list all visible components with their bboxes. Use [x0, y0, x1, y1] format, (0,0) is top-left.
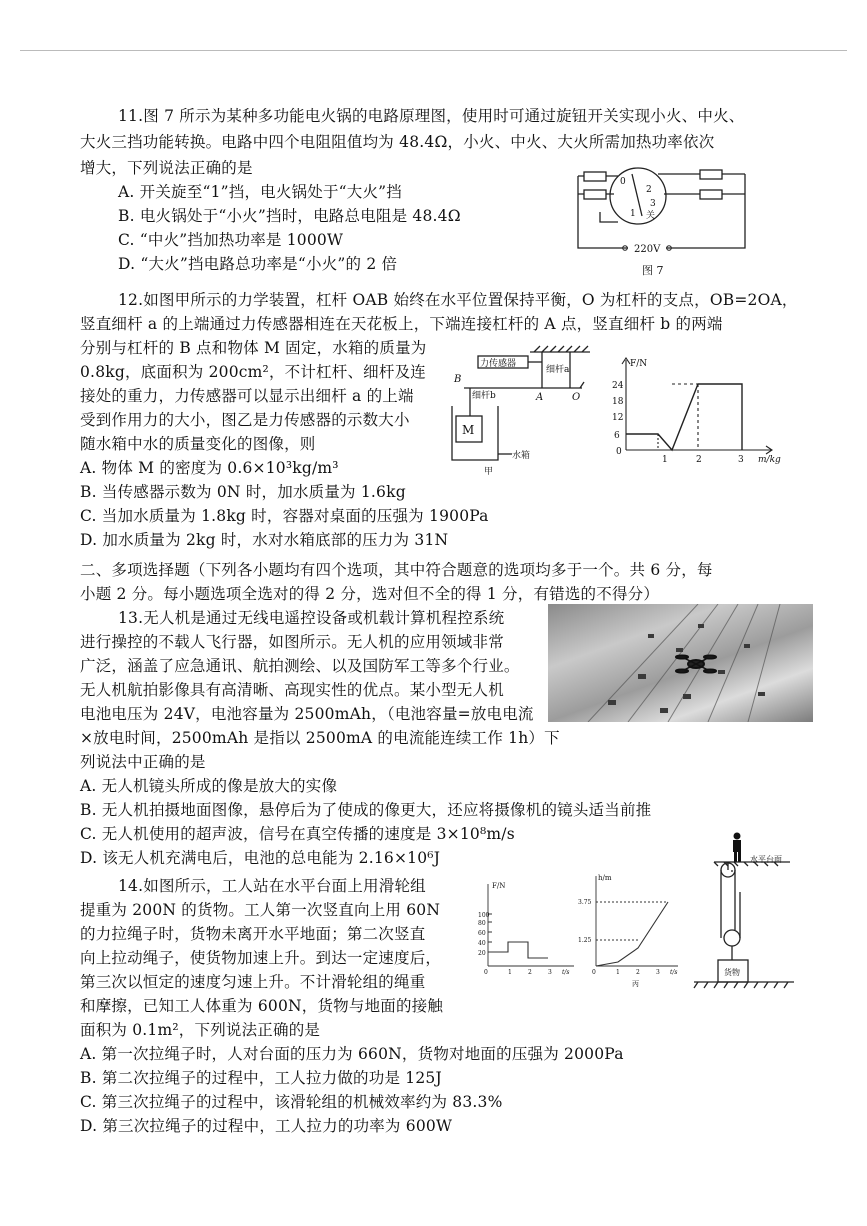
q12-xtick-2: 2 — [696, 455, 702, 465]
q12-point-o: O — [572, 392, 581, 403]
drone-icon — [676, 656, 716, 673]
q12-ytick-24: 24 — [612, 381, 624, 391]
q13-line-1: 13.无人机是通过无线电遥控设备或机载计算机程控系统 — [118, 609, 505, 627]
q11-option-b: B. 电火锅处于“小火”挡时，电路总电阻是 48.4Ω — [118, 207, 461, 225]
q11-line-2: 大火三挡功能转换。电路中四个电阻阻值均为 48.4Ω，小火、中火、大火所需加热功率依次 — [80, 133, 715, 151]
q12-rod-b-label: 细杆b — [472, 391, 496, 401]
q14-g2-ytick-125: 1.25 — [578, 937, 592, 944]
q14-g1-xlabel: t/s — [562, 969, 570, 976]
q13-option-c: C. 无人机使用的超声波，信号在真空传播的速度是 3×10⁸m/s — [80, 825, 515, 843]
q14-height-time-graph — [578, 872, 688, 988]
q14-cargo-label: 货物 — [724, 968, 740, 977]
q14-g2-xtick-2: 2 — [636, 969, 640, 976]
q12-figure-yi-graph — [612, 354, 792, 466]
q11-option-d: D. “大火”挡电路总功率是“小火”的 2 倍 — [118, 255, 398, 273]
q11-option-a: A. 开关旋至“1”挡，电火锅处于“大火”挡 — [118, 183, 403, 201]
q14-platform-label: 水平台面 — [750, 855, 782, 864]
q11-caption: 图 7 — [642, 264, 664, 277]
q12-figure-jia — [450, 346, 600, 476]
q13-line-2: 进行操控的不载人飞行器，如图所示。无人机的应用领域非常 — [80, 633, 504, 651]
q13-line-5: 电池电压为 24V，电池容量为 2500mAh，（电池容量=放电电流 — [80, 705, 534, 723]
q14-g2-ytick-375: 3.75 — [578, 899, 592, 906]
q12-rod-a-label: 细杆a — [546, 365, 570, 375]
q14-g2-ylabel: h/m — [598, 874, 612, 882]
q14-option-b: B. 第二次拉绳子的过程中，工人拉力做的功是 125J — [80, 1069, 442, 1087]
q14-line-3: 的力拉绳子时，货物未离开水平地面；第二次竖直 — [80, 925, 426, 943]
q11-circuit-diagram — [570, 160, 760, 280]
q13-option-d: D. 该无人机充满电后，电池的总电能为 2.16×10⁶J — [80, 849, 441, 867]
q13-line-6: ×放电时间，2500mAh 是指以 2500mA 的电流能连续工作 1h）下 — [80, 729, 560, 747]
drone-photo — [548, 604, 813, 722]
q12-ytick-18: 18 — [612, 397, 624, 407]
section-2-line-1: 二、多项选择题（下列各小题均有四个选项，其中符合题意的选项均多于一个。共 6 分，每 — [80, 561, 713, 579]
q11-contact-3: 3 — [650, 199, 656, 209]
q12-xtick-1: 1 — [662, 455, 668, 465]
q13-line-4: 无人机航拍影像具有高清晰、高现实性的优点。某小型无人机 — [80, 681, 504, 699]
q14-g1-ytick-60: 60 — [478, 930, 486, 937]
q14-line-7: 面积为 0.1m²，下列说法正确的是 — [80, 1021, 321, 1039]
q12-line-6: 受到作用力的大小，图乙是力传感器的示数大小 — [80, 411, 410, 429]
q14-g2-xlabel: t/s — [670, 969, 678, 976]
q12-point-a: A — [536, 392, 544, 403]
q11-option-c: C. “中火”挡加热功率是 1000W — [118, 231, 344, 249]
q12-line-2: 竖直细杆 a 的上端通过力传感器相连在天花板上，下端连接杠杆的 A 点，竖直细杆 b 的两端 — [80, 315, 723, 333]
q14-g2-xtick-0: 0 — [592, 969, 596, 976]
q11-line-3: 增大，下列说法正确的是 — [80, 159, 253, 177]
q14-line-1: 14.如图所示，工人站在水平台面上用滑轮组 — [118, 877, 426, 895]
q14-g1-xtick-1: 1 — [508, 969, 512, 976]
q13-option-a: A. 无人机镜头所成的像是放大的实像 — [80, 777, 338, 795]
q12-point-b: B — [454, 374, 462, 385]
q14-force-time-graph — [478, 880, 588, 980]
q12-graph-ylabel: F/N — [630, 359, 648, 369]
q12-ytick-0: 0 — [616, 447, 622, 457]
q11-line-1: 11.图 7 所示为某种多功能电火锅的电路原理图，使用时可通过旋钮开关实现小火、中火、 — [118, 107, 745, 125]
q13-line-3: 广泛，涵盖了应急通讯、航拍测绘、以及国防军工等多个行业。 — [80, 657, 520, 675]
q14-option-d: D. 第三次拉绳子的过程中，工人拉力的功率为 600W — [80, 1117, 453, 1135]
q12-option-b: B. 当传感器示数为 0N 时，加水质量为 1.6kg — [80, 483, 406, 501]
q14-g1-xtick-0: 0 — [484, 969, 488, 976]
q11-contact-1: 1 — [630, 209, 636, 219]
q12-line-7: 随水箱中水的质量变化的图像，则 — [80, 435, 316, 453]
q14-g1-ylabel: F/N — [492, 882, 506, 890]
q14-g2-xtick-3: 3 — [656, 969, 660, 976]
q14-line-4: 向上拉动绳子，使货物加速上升。到达一定速度后， — [80, 949, 442, 967]
q11-contact-2: 2 — [646, 185, 652, 195]
q11-knob-label: 关 — [646, 211, 656, 221]
top-rule — [20, 50, 847, 51]
q12-xtick-3: 3 — [738, 455, 744, 465]
q12-ytick-6: 6 — [614, 431, 620, 441]
q14-line-5: 第三次以恒定的速度匀速上升。不计滑轮组的绳重 — [80, 973, 426, 991]
q11-contact-0: 0 — [620, 177, 626, 187]
q13-line-7: 列说法中正确的是 — [80, 753, 206, 771]
q11-voltage: 220V — [634, 244, 661, 255]
worker-icon — [733, 833, 741, 863]
section-2-line-2: 小题 2 分。每小题选项全选对的得 2 分，选对但不全的得 1 分，有错选的不得分） — [80, 585, 660, 603]
q14-g2-xtick-1: 1 — [616, 969, 620, 976]
q12-sensor-label: 力传感器 — [480, 359, 517, 369]
q14-line-6: 和摩擦，已知工人体重为 600N，货物与地面的接触 — [80, 997, 444, 1015]
q14-g1-ytick-100: 100 — [478, 912, 490, 919]
q12-graph-xlabel: m/kg — [758, 455, 781, 465]
q14-g1-xtick-2: 2 — [528, 969, 532, 976]
q12-option-d: D. 加水质量为 2kg 时，水对水箱底部的压力为 31N — [80, 531, 449, 549]
q14-g1-ytick-20: 20 — [478, 950, 486, 957]
q12-line-1: 12.如图甲所示的力学装置，杠杆 OAB 始终在水平位置保持平衡，O 为杠杆的支点，OB=2OA， — [118, 291, 798, 309]
q14-option-c: C. 第三次拉绳子的过程中，该滑轮组的机械效率约为 83.3% — [80, 1093, 503, 1111]
q13-option-b: B. 无人机拍摄地面图像，悬停后为了使成的像更大，还应将摄像机的镜头适当前推 — [80, 801, 652, 819]
q14-g1-ytick-40: 40 — [478, 940, 486, 947]
q12-ytick-12: 12 — [612, 413, 624, 423]
q14-g2-caption: 丙 — [632, 980, 639, 988]
q12-line-4: 0.8kg，底面积为 200cm²，不计杠杆、细杆及连 — [80, 363, 426, 381]
q12-option-a: A. 物体 M 的密度为 0.6×10³kg/m³ — [80, 459, 339, 477]
q14-g1-ytick-80: 80 — [478, 920, 486, 927]
q12-line-3: 分别与杠杆的 B 点和物体 M 固定，水箱的质量为 — [80, 339, 427, 357]
q14-option-a: A. 第一次拉绳子时，人对台面的压力为 660N，货物对地面的压强为 2000Pa — [80, 1045, 624, 1063]
q12-option-c: C. 当加水质量为 1.8kg 时，容器对桌面的压强为 1900Pa — [80, 507, 489, 525]
q12-object-m: M — [462, 423, 475, 437]
q14-line-2: 提重为 200N 的货物。工人第一次竖直向上用 60N — [80, 901, 441, 919]
q12-caption-jia: 甲 — [484, 467, 494, 477]
q12-line-5: 接处的重力，力传感器可以显示出细杆 a 的上端 — [80, 387, 414, 405]
q12-tank-label: 水箱 — [512, 451, 531, 461]
q14-g1-xtick-3: 3 — [548, 969, 552, 976]
q14-pulley-diagram — [690, 832, 800, 1002]
